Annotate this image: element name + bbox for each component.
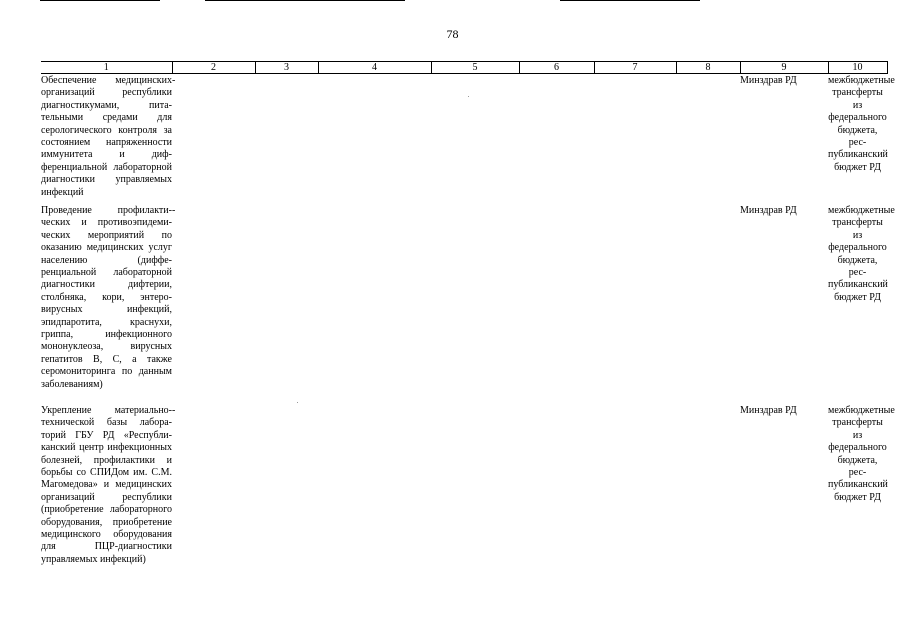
top-scan-rule	[560, 0, 700, 1]
scan-speck	[468, 96, 469, 97]
measure-description: Укрепление материально-технической базы лабораторий ГБУ РД «Республиканский центр инфекционных болезней, профилактики и борьбы со СПИДом им. С.М. Магомедова» и медицинских организаций республики (приобретение лабораторного оборудования, приобретение медицинского оборудования для ПЦР-диагностики управляемых инфекций)	[41, 405, 172, 565]
column-header: 7	[594, 62, 676, 74]
column-header: 3	[255, 62, 318, 74]
column-header: 9	[740, 62, 828, 74]
measure-description: Обеспечение медицинских организаций республики диагностикумами, питательными средами для серологического контроля за состоянием напряженности иммунитета и дифференциальной лабораторной диагностики управляемых инфекций	[41, 75, 172, 198]
funding-source: межбюджетные трансферты из федерального бюджета, республиканский бюджет РД	[828, 205, 895, 303]
column-header: 8	[676, 62, 740, 74]
column-header: 2	[172, 62, 255, 74]
empty-value-dash: -	[172, 405, 176, 416]
top-scan-rule	[40, 0, 160, 1]
funding-source: межбюджетные трансферты из федерального бюджета, республиканский бюджет РД	[828, 75, 895, 173]
scan-speck	[297, 402, 298, 403]
column-number-row	[41, 62, 887, 74]
empty-value-dash: -	[172, 75, 176, 86]
empty-value-dash: -	[172, 205, 176, 216]
column-header: 5	[431, 62, 519, 74]
top-scan-rule	[205, 0, 405, 1]
table-row	[41, 74, 887, 206]
column-header: 4	[318, 62, 431, 74]
table-row	[41, 405, 887, 605]
funding-source: межбюджетные трансферты из федерального бюджета, республиканский бюджет РД	[828, 405, 895, 503]
column-header: 1	[41, 62, 172, 74]
column-header: 10	[828, 62, 887, 74]
page-number: 78	[446, 27, 459, 41]
measures-table	[41, 61, 895, 605]
table-row	[41, 205, 887, 405]
responsible-organization: Минздрав РД	[740, 405, 797, 416]
responsible-organization: Минздрав РД	[740, 75, 797, 86]
measure-description: Проведение профилактических и противоэпидемических мероприятий по оказанию медицинских услуг населению (дифференциальной лабораторной диагностики дифтерии, столбняка, кори, энтеровирусных инфекций, эпидпаротита, краснухи, гриппа, инфекционного мононуклеоза, вирусных гепатитов В, С, а также серомониторинга по данным заболеваниям)	[41, 205, 172, 390]
column-header: 6	[519, 62, 594, 74]
responsible-organization: Минздрав РД	[740, 205, 797, 216]
